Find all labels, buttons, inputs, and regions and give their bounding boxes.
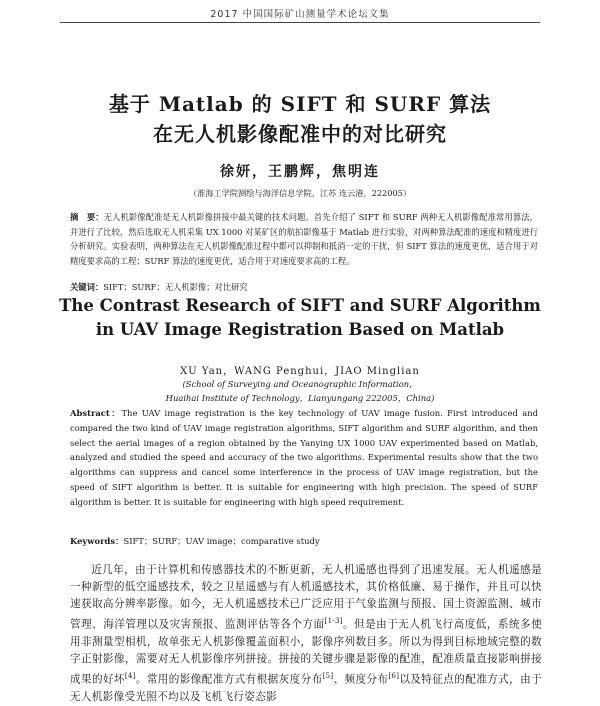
en-keywords-label: Keywords： <box>70 536 124 546</box>
en-abstract <box>70 406 538 510</box>
citation-3: [5] <box>322 672 334 681</box>
intro-text-5: 以及特征点的配准方式，由于无人机影像受光照不均以及飞机飞行姿态影 <box>70 673 543 703</box>
intro-paragraph <box>70 562 542 706</box>
en-title-line1: The Contrast Research of SIFT and SURF Algorithm <box>59 296 541 315</box>
cn-keywords <box>70 281 538 293</box>
en-authors: XU Yan，WANG Penghui，JIAO Minglian <box>180 366 420 377</box>
cn-keywords-text: SIFT；SURF；无人机影像；对比研究 <box>103 282 248 292</box>
cn-abstract <box>70 210 538 268</box>
cn-keywords-label: 关键词： <box>70 282 104 292</box>
citation-4: [6] <box>388 672 400 681</box>
header-rule <box>60 22 540 23</box>
en-keywords <box>70 535 538 547</box>
intro-text-3: 。常用的影像配准方式有根据灰度分布 <box>135 673 323 686</box>
running-header: 2017 中国国际矿山测量学术论坛文集 <box>210 9 390 20</box>
cn-abstract-text: 无人机影像配准是无人机影像拼接中最关键的技术问题。首先介绍了 SIFT 和 SURF 两种无人机影像配准常用算法，并进行了比较，然后选取无人机采集 UX 1000 对某矿区的航拍影像基于 Matlab 进行实验，对两种算法配准的速度和精度进行分析研究。实验表明，两种算法在无人机影像配准过程中都可以抑制和抵消一定的干扰，但 SIFT 算法的速度更优，适合用于对精度要求高的工程；SURF 算法的速度更优，适合用于对速度要求高的工程。 <box>70 212 538 266</box>
en-affiliation-line2: Huaihai Institute of Technology，Lianyungang 222005，China) <box>165 393 435 403</box>
cn-authors: 徐妍，王鹏辉，焦明连 <box>220 164 380 180</box>
cn-affiliation: （淮海工学院测绘与海洋信息学院，江苏 连云港，222005） <box>188 188 412 198</box>
citation-2: [4] <box>124 672 136 681</box>
en-abstract-text: The UAV image registration is the key technology of UAV image fusion. First introduced and compared the two kind of UAV image registration algorithms, SIFT algorithm and SURF algorithm, and then select the aerial images of a region obtained by the Yanying UX 1000 UAV experimented based on Matlab, analyzed and studied the speed and accuracy of the two algorithms. Experimental results show that the two algorithms can suppress and cancel some interference in the process of UAV image registration, but the speed of SIFT algorithm is better. It is suitable for engineering with high precision. The speed of SURF algorithm is better. It is suitable for engineering with high speed requirement. <box>70 408 538 507</box>
en-affiliation-line1: (School of Surveying and Oceanographic Information， <box>182 379 418 389</box>
en-title-line2: in UAV Image Registration Based on Matlab <box>95 320 505 339</box>
citation-1: [1-3] <box>324 617 343 626</box>
en-abstract-label: Abstract： <box>70 408 122 418</box>
intro-text-2: 。但是由于无人机飞行高度低，系统多使用非测量型相机，故单张无人机影像覆盖面积小，影像序列数目多。所以为得到目标地域完整的数字正射影像，需要对无人机影像序列拼接。拼接的关键步骤是影像的配准，配准质量直接影响拼接成果的好坏 <box>70 618 542 686</box>
cn-title-line1: 基于 Matlab 的 SIFT 和 SURF 算法 <box>108 92 492 116</box>
intro-text-4: 、频度分布 <box>333 673 389 686</box>
en-keywords-text: SIFT；SURF；UAV image；comparative study <box>123 536 320 546</box>
cn-title-line2: 在无人机影像配准中的对比研究 <box>153 122 447 146</box>
cn-abstract-label: 摘 要： <box>70 212 104 222</box>
intro-text-1: 近几年，由于计算机和传感器技术的不断更新，无人机遥感也得到了迅速发展。无人机遥感是一种新型的低空遥感技术，较之卫星遥感与有人机遥感技术，其价格低廉、易于操作，并且可以快速获取高分辨率影像。如今，无人机遥感技术已广泛应用于气象监测与预报、国土资源监测、城市管理、海洋管理以及灾害预报、监测评估等各个方面 <box>70 564 542 631</box>
